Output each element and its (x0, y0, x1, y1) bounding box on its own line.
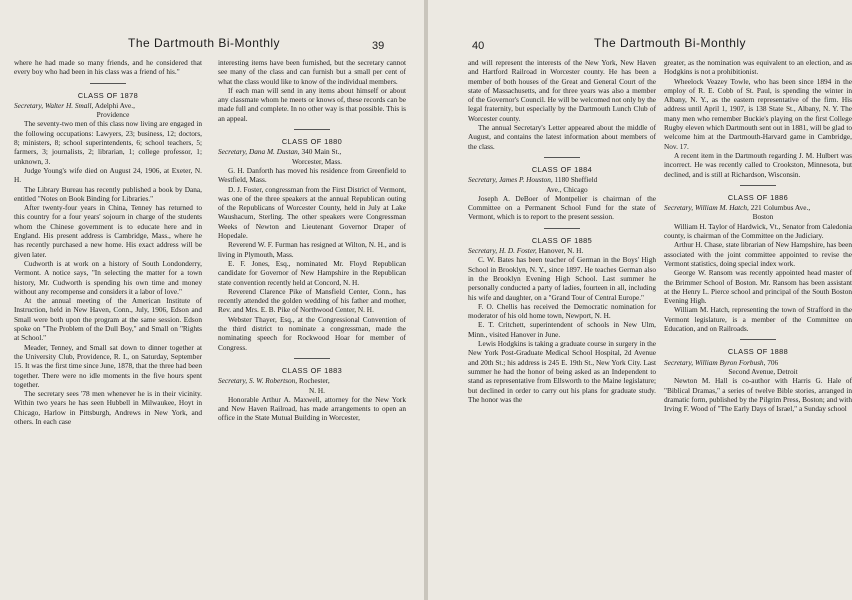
section-divider (90, 83, 126, 84)
secretary-line (664, 203, 852, 212)
secretary-line (218, 376, 406, 385)
secretary-name: James P. Houston, (498, 175, 553, 185)
section-divider (294, 129, 330, 130)
paragraph: Judge Young's wife died on August 24, 1906, at Exeter, N. H. (14, 165, 202, 185)
right-column-1 (468, 58, 656, 404)
secretary-address: Adelphi Ave., (94, 100, 135, 110)
paragraph: Reverend W. F. Furman has resigned at Wilton, N. H., and is living in Plymouth, Mass. (218, 240, 406, 259)
paragraph: The Library Bureau has recently published a book by Dana, entitled "Notes on Book Binding for Libraries." (14, 184, 202, 203)
paragraph: Reverend Clarence Pike of Mansfield Center, Conn., has recently attended the golden wedding of his father and mother, Rev. and Mrs. E. B. Pike of Northwood Center, N. H. (218, 286, 406, 315)
running-head: The Dartmouth Bi-Monthly (128, 36, 281, 50)
secretary-address-cont: Worcester, Mass. (292, 156, 342, 166)
secretary-address: Rochester, (298, 376, 330, 386)
section-divider (740, 339, 776, 340)
paragraph: Lewis Hodgkins is taking a graduate course in surgery in the New York Post-Graduate Medical School Hospital, 2d Avenue and 20th St.; his address is 245 E. 19th St., New York City. Last summer he had the honor of being asked as an Independent to stand as representative from Ellsworth to the Maine legislature; but declined in order to carry out his plans for graduate study. The honor was the (468, 339, 656, 404)
secretary-name: William M. Hatch, (694, 203, 749, 213)
paragraph: Cudworth is at work on a history of South Londonderry, Vermont. A notice says, "In selecting the matter for a town history, Mr. Cudworth is spending his own time and money without any recompense and considers it a labor of love." (14, 258, 202, 296)
secretary-label: Secretary, (664, 203, 694, 213)
secretary-address: 1180 Sheffield (554, 175, 598, 185)
paragraph: and will represent the interests of the New York, New Haven and Hartford Railroad in Worcester county. He has been a member of both houses of the Great and General Court of the state of Massachusetts, and for three years was also a member of the Governor's Council. He will be welcomed not only by the legal fraternity, but especially by the Dartmouth Lunch Club of Worcester county. (468, 58, 656, 123)
paragraph: G. H. Danforth has moved his residence from Greenfield to Westfield, Mass. (218, 165, 406, 185)
left-page (0, 0, 424, 600)
secretary-label: Secretary, (468, 246, 498, 256)
paragraph: Honorable Arthur A. Maxwell, attorney for the New York and New Haven Railroad, has made arrangements to open an office in the State Mutual Building in Worcester, (218, 394, 406, 423)
class-heading: CLASS OF 1880 (281, 137, 343, 147)
page-number: 40 (472, 40, 485, 52)
running-head: The Dartmouth Bi-Monthly (594, 36, 747, 50)
paragraph: George W. Ransom was recently appointed head master of the Brimmer School of Boston. Mr. Ransom has been assistant at the Henry L. Pierce school and principal of the South Boston Evening High. (664, 268, 852, 306)
paragraph: D. J. Foster, congressman from the First District of Vermont, was one of the three speakers at the annual Republican outing of the Republicans of Worcester County, held in July at Lake Waushacum, Sterling. The other speakers were Congressman Weeks of Newton and Lieutenant Governor Draper of Hopedale. (218, 184, 406, 241)
class-heading: CLASS OF 1888 (727, 347, 789, 357)
secretary-name: William Byron Forbush, (694, 357, 766, 367)
secretary-name: S. W. Robertson, (248, 376, 298, 386)
class-heading: CLASS OF 1878 (77, 90, 139, 100)
paragraph: interesting items have been furnished, but the secretary cannot see many of the class and can furnish but a small per cent of what the class would like to know of the individual members. (218, 58, 406, 86)
paragraph: The seventy-two men of this class now living are engaged in the following occupations: Lawyers, 23; business, 12; doctors, 8; ministers, 8; school superintendents, 6; school teachers, 5; farmers, 3; journalists, 2; librarian, 1; college professor, 1; unknown, 3. (14, 119, 202, 166)
page-number: 39 (372, 40, 385, 52)
paragraph: Newton M. Hall is co-author with Harris G. Hale of "Biblical Dramas," a series of twelve Bible stories, arranged in dramatic form, published by the Pilgrim Press, Boston; and with Irving F. Wood of "The Early Days of Israel," a Sunday school (664, 376, 852, 414)
paragraph: William H. Taylor of Hardwick, Vt., Senator from Caledonia county, is chairman of the Committee on the Judiciary. (664, 221, 852, 241)
left-column-1 (14, 58, 202, 426)
secretary-label: Secretary, (14, 100, 44, 110)
secretary-line (664, 358, 852, 367)
secretary-line (218, 147, 406, 156)
secretary-address-cont: Providence (96, 110, 130, 120)
paragraph: Arthur H. Chase, state librarian of New Hampshire, has been associated with the joint committee appointed to revise the Vermont statistics, doing special index work. (664, 240, 852, 268)
secretary-address-cont: N. H. (308, 385, 325, 395)
section-divider (544, 228, 580, 229)
right-column-2 (664, 58, 852, 413)
secretary-line (468, 175, 656, 184)
secretary-address: 340 Main St., (301, 147, 342, 157)
paragraph: Meader, Tenney, and Small sat down to dinner together at the University Club, Providence, R. I., on Saturday, September 15. It was the first time since June, 1878, that the three had been together. There were no idle moments in the five hours spent together. (14, 342, 202, 389)
paragraph: William M. Hatch, representing the town of Strafford in the Vermont legislature, is a member of the Committee on Education, and on Railroads. (664, 305, 852, 334)
class-heading: CLASS OF 1884 (531, 164, 593, 174)
secretary-address: 706 (767, 357, 779, 367)
paragraph: C. W. Bates has been teacher of German in the Boys' High School in Brooklyn, N. Y., since 1897. He teaches German also in the Brooklyn Evening High School. Last summer he personally conducted a party of ladies, fourteen in all, including his wife and daughter, on a "Grand Tour of Central Europe." (468, 255, 656, 302)
secretary-address-cont: Second Avenue, Detroit (728, 366, 798, 376)
secretary-address-cont: Boston (752, 212, 774, 222)
section-divider (740, 185, 776, 186)
secretary-label: Secretary, (218, 147, 248, 157)
paragraph: The secretary sees '78 men whenever he is in their vicinity. Within two years he has seen Hubbell in Milwaukee, Hoyt in Chicago, Harlow in Pittsburgh, Andrews in New York, and others. In each case (14, 389, 202, 426)
paragraph: E. F. Jones, Esq., nominated Mr. Floyd Republican candidate for Governor of New Hampshire in the Republican state convention recently held at Concord, N. H. (218, 258, 406, 287)
paragraph: E. T. Critchett, superintendent of schools in New Ulm, Minn., visited Hanover in June. (468, 320, 656, 339)
paragraph: Webster Thayer, Esq., at the Congressional Convention of the third district to nominate a congressman, made the nominating speech for Rockwood Hoar for member of Congress. (218, 314, 406, 352)
secretary-address: Hanover, N. H. (538, 246, 584, 256)
secretary-label: Secretary, (468, 175, 498, 185)
secretary-name: H. D. Foster, (498, 246, 537, 256)
paragraph: F. O. Chellis has received the Democratic nomination for moderator of his old home town, Newport, N. H. (468, 301, 656, 321)
left-column-2 (218, 58, 406, 423)
secretary-label: Secretary, (664, 357, 694, 367)
paragraph: After twenty-four years in China, Tenney has returned to this country for a four years' sojourn in charge of the students whom the Chinese government is to educate here and in England. His present address is Cambridge, Mass., where he has recently purchased a new home. His exact address will be given later. (14, 203, 202, 259)
paragraph: greater, as the nomination was equivalent to an election, and as Hodgkins is not a prohibitionist. (664, 58, 852, 77)
paragraph: If each man will send in any items about himself or about any classmate whom he meets or knows of, these records can be made full and complete. In no other way is that possible. This is an appeal. (218, 85, 406, 123)
paragraph: At the annual meeting of the American Institute of Instruction, held in New Haven, Conn., July, 1906, Edson and Small were both upon the program at the same session. Edson spoke on "The Problem of the Dull Boy," and Small on "Rights at School." (14, 296, 202, 343)
secretary-name: Dana M. Dustan, (248, 147, 300, 157)
secretary-address: 221 Columbus Ave., (750, 203, 811, 213)
secretary-name: Walter H. Small, (44, 100, 94, 110)
class-heading: CLASS OF 1885 (531, 235, 593, 245)
paragraph: A recent item in the Dartmouth regarding J. M. Hulbert was incorrect. He was recently called to Crookston, Minnesota, but declined, and is still at Richardson, Wisconsin. (664, 150, 852, 179)
right-page (428, 0, 852, 600)
section-divider (294, 358, 330, 359)
secretary-address-cont: Ave., Chicago (546, 184, 588, 194)
paragraph: where he had made so many friends, and he considered that every boy who had been in his class was a friend of his." (14, 58, 202, 77)
secretary-line (468, 246, 656, 255)
class-heading: CLASS OF 1886 (727, 192, 789, 202)
paragraph: Joseph A. DeBoer of Montpelier is chairman of the Committee on a Permanent School Fund for the state of Vermont, which is to report to the present session. (468, 193, 656, 222)
section-divider (544, 157, 580, 158)
paragraph: The annual Secretary's Letter appeared about the middle of August, and contains the latest information about members of the class. (468, 123, 656, 151)
class-heading: CLASS OF 1883 (281, 365, 343, 375)
secretary-label: Secretary, (218, 376, 248, 386)
secretary-line (14, 101, 202, 110)
paragraph: Wheelock Veazey Towle, who has been since 1894 in the employ of R. E. Cobb of St. Paul, is spending the winter in Albany, N. Y., as the eastern representative of the firm. His address until April 1, 1907, is 138 State St., Albany, N. Y. The many men who remember Buckie's playing on the first College Rugby eleven which Dartmouth sent out in 1881, will be glad to welcome him at the Dartmouth-Harvard game in Cambridge, Nov. 17. (664, 76, 852, 151)
